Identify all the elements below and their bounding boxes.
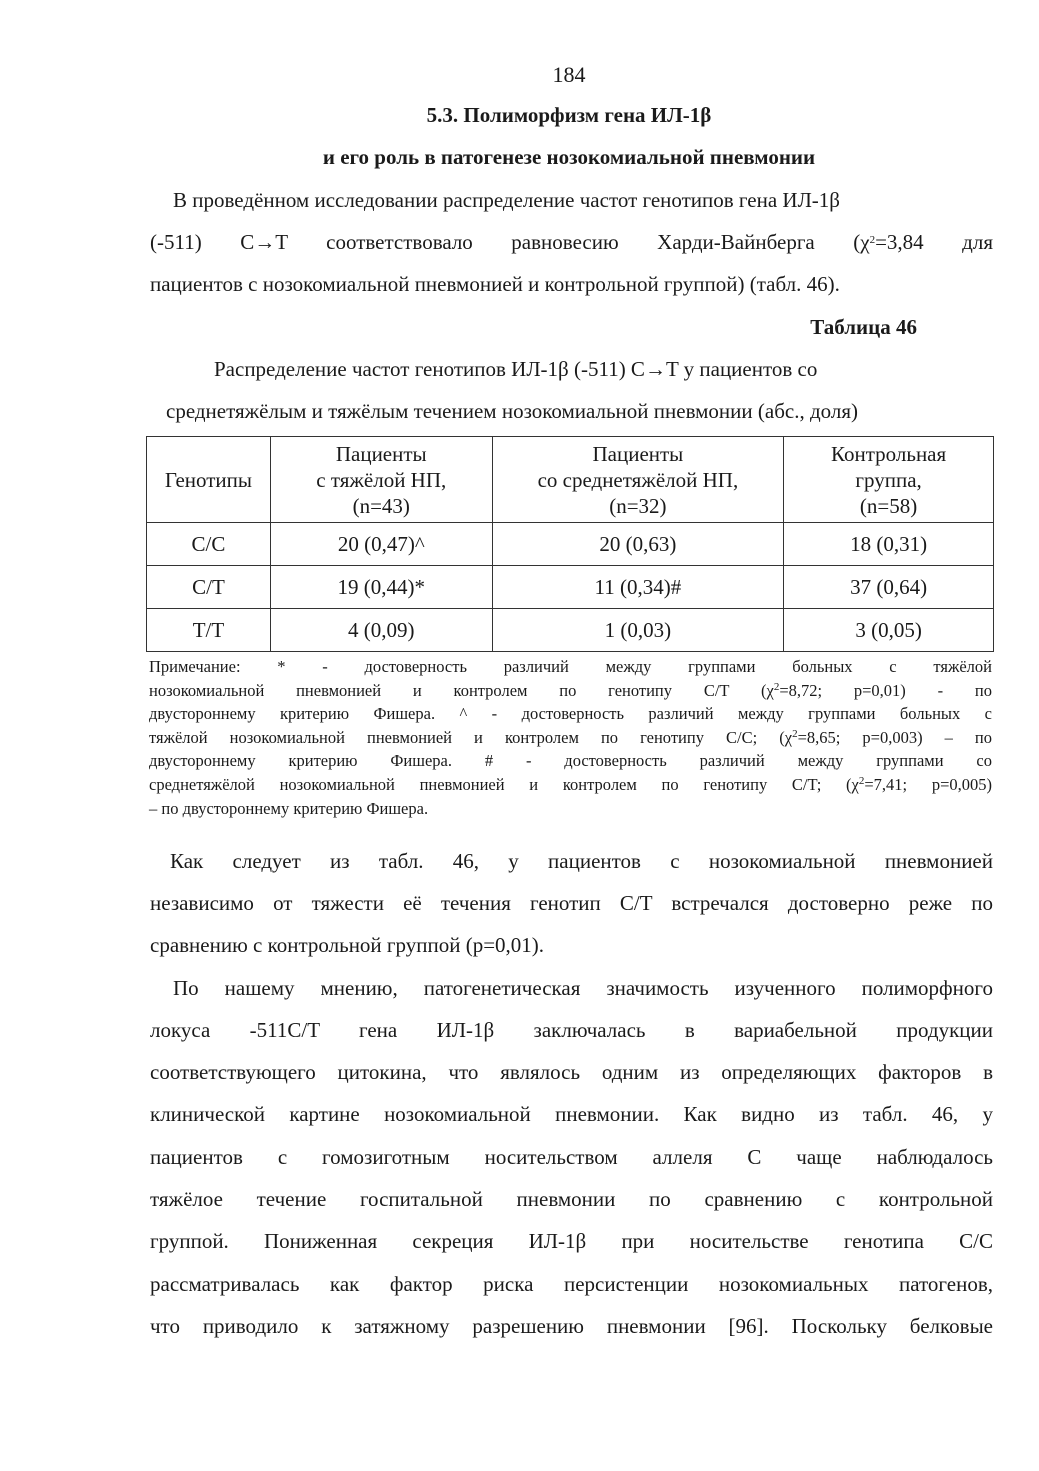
header-cell: Пациенты со среднетяжёлой НП, (n=32) xyxy=(492,437,784,523)
para2-line: клинической картине нозокомиальной пневмонии. Как видно из табл. 46, у xyxy=(150,1102,993,1126)
header-cell: Генотипы xyxy=(147,437,271,523)
note-line2: нозокомиальной пневмонией и контролем по генотипу C/T ($\chi^2=8,72$; p=0,01) - по xyxy=(149,681,992,700)
para2-line: локуса -511C/T гена ИЛ-1β заключалась в вариабельной продукции xyxy=(150,1018,993,1042)
table-cell: 20 (0,63) xyxy=(492,523,784,566)
table-label: Таблица 46 xyxy=(810,315,917,339)
intro-line1: В проведённом исследовании распределение частот генотипов гена ИЛ-1β xyxy=(173,188,840,212)
table-cell: C/C xyxy=(147,523,271,566)
table-cell: 19 (0,44)* xyxy=(270,566,492,609)
table-row xyxy=(147,609,994,652)
table-cell: 3 (0,05) xyxy=(784,609,994,652)
para2-line: пациентов с гомозиготным носительством аллеля C чаще наблюдалось xyxy=(150,1145,993,1169)
table-cell: C/T xyxy=(147,566,271,609)
para2-line: тяжёлое течение госпитальной пневмонии по сравнению с контрольной xyxy=(150,1187,993,1211)
intro-line3: пациентов с нозокомиальной пневмонией и контрольной группой) (табл. 46). xyxy=(150,272,840,296)
table-row xyxy=(147,566,994,609)
para2-line: По нашему мнению, патогенетическая значимость изученного полиморфного xyxy=(173,976,993,1000)
header-cell: Пациенты с тяжёлой НП, (n=43) xyxy=(270,437,492,523)
para2-line: соответствующего цитокина, что являлось одним из определяющих факторов в xyxy=(150,1060,993,1084)
table-header-row xyxy=(147,437,994,523)
para1-line: Как следует из табл. 46, у пациентов с нозокомиальной пневмонией xyxy=(170,849,993,873)
page-number: 184 xyxy=(552,62,586,87)
para2-line: группой. Пониженная секреция ИЛ-1β при носительстве генотипа C/C xyxy=(150,1229,993,1253)
table-cell: 11 (0,34)# xyxy=(492,566,784,609)
genotype-table xyxy=(146,436,994,652)
para2-line: рассматривалась как фактор риска персистенции нозокомиальных патогенов, xyxy=(150,1272,993,1296)
note-line1: Примечание: * - достоверность различий между группами больных с тяжёлой xyxy=(149,657,992,676)
table-cell: 18 (0,31) xyxy=(784,523,994,566)
intro-line2: (-511) C→T соответствовало равновесию Харди-Вайнберга ($\chi^2=3,84$ для xyxy=(150,230,993,254)
para1-line: независимо от тяжести её течения генотип C/T встречался достоверно реже по xyxy=(150,891,993,915)
section-heading-line1: 5.3. Полиморфизм гена ИЛ-1β xyxy=(426,103,712,127)
para2-line: что приводило к затяжному разрешению пневмонии [96]. Поскольку белковые xyxy=(150,1314,993,1338)
note-line5: двустороннему критерию Фишера. # - достоверность различий между группами со xyxy=(149,751,992,770)
table-cell: T/T xyxy=(147,609,271,652)
table-caption-line1: Распределение частот генотипов ИЛ-1β (-511) C→T у пациентов со xyxy=(214,357,818,381)
table-caption-line2: среднетяжёлым и тяжёлым течением нозокомиальной пневмонии (абс., доля) xyxy=(166,399,859,423)
note-line6: среднетяжёлой нозокомиальной пневмонией и контролем по генотипу C/T; ($\chi^2=7,41$; p=0,005) xyxy=(149,775,992,794)
header-cell: Контрольная группа, (n=58) xyxy=(784,437,994,523)
table-cell: 1 (0,03) xyxy=(492,609,784,652)
note-line7: – по двустороннему критерию Фишера. xyxy=(149,799,429,818)
table-cell: 4 (0,09) xyxy=(270,609,492,652)
section-heading-line2: и его роль в патогенезе нозокомиальной пневмонии xyxy=(322,145,816,169)
note-line3: двустороннему критерию Фишера. ^ - достоверность различий между группами больных с xyxy=(149,704,992,723)
note-line4: тяжёлой нозокомиальной пневмонией и контролем по генотипу C/C; ($\chi^2=8,65$; p=0,003) – по xyxy=(149,728,992,747)
para1-line: сравнению с контрольной группой (p=0,01). xyxy=(150,933,545,957)
table-row xyxy=(147,523,994,566)
table-cell: 37 (0,64) xyxy=(784,566,994,609)
table-cell: 20 (0,47)^ xyxy=(270,523,492,566)
